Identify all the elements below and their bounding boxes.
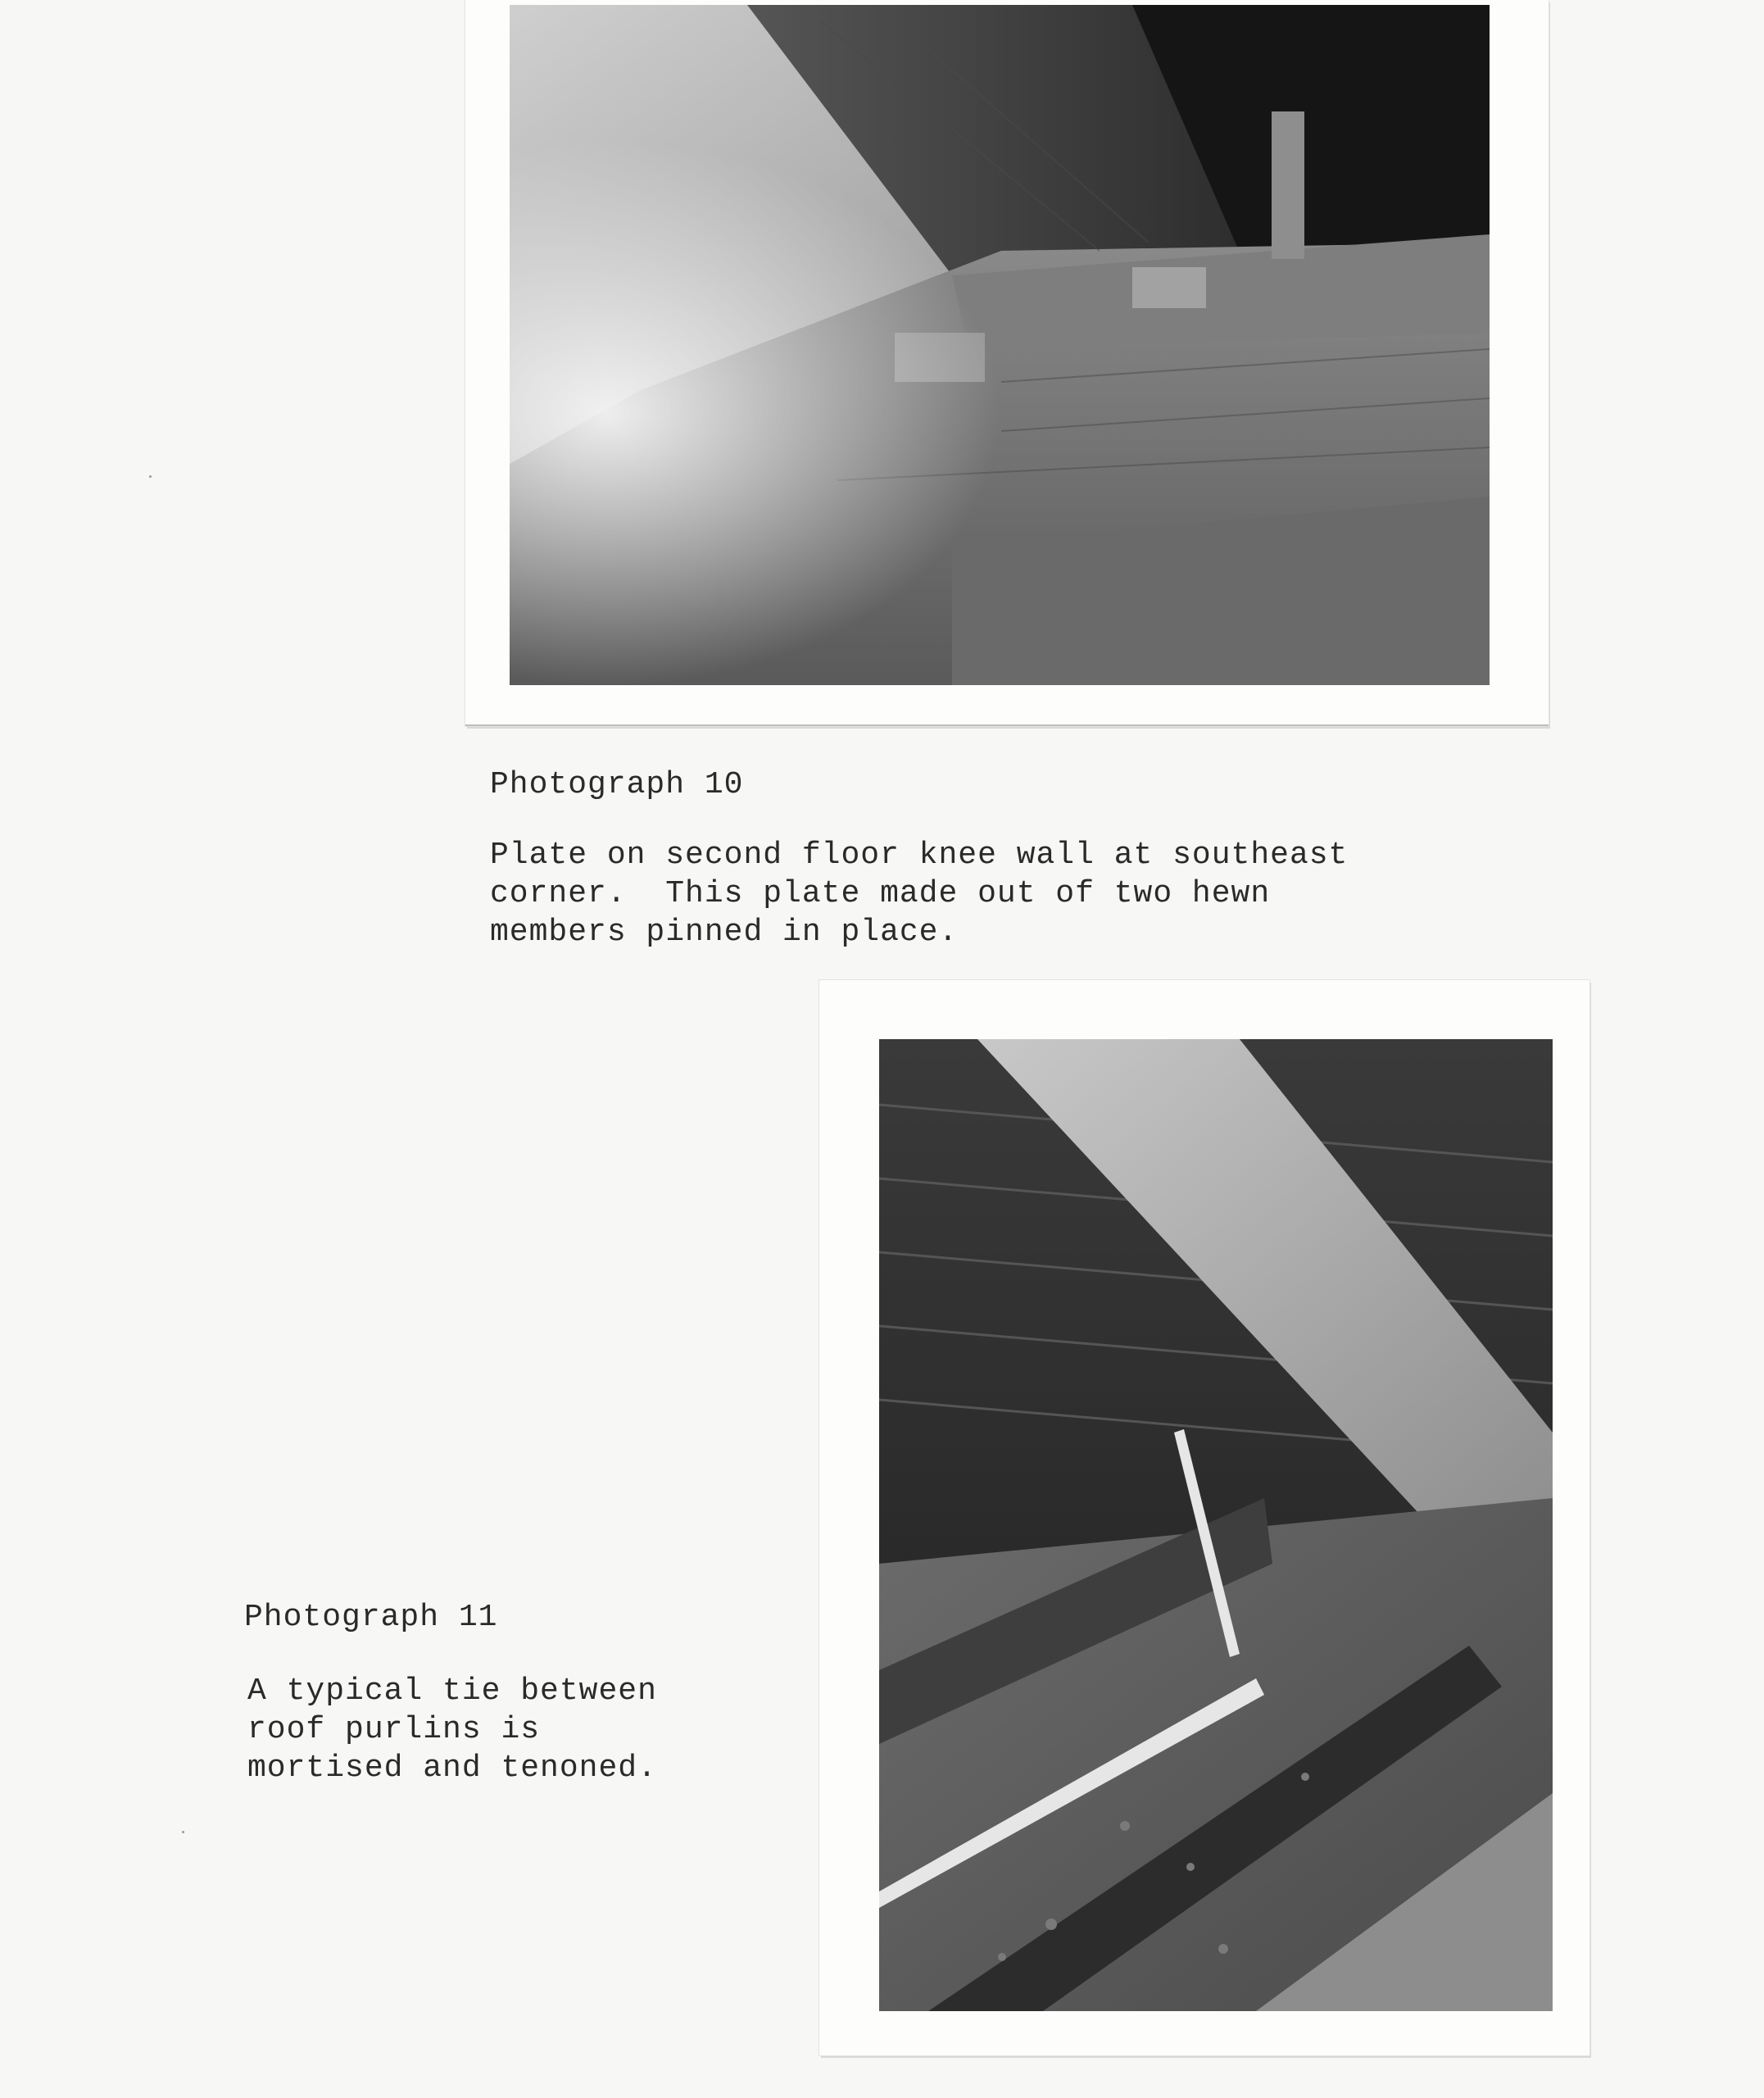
- photo-11-caption-line: A typical tie between: [247, 1673, 657, 1709]
- photo-10-title: Photograph 10: [490, 767, 744, 802]
- photo-10-caption-line: members pinned in place.: [490, 915, 959, 950]
- photo-11-drawing: [879, 1039, 1553, 2011]
- paper-speck: [149, 475, 152, 478]
- photo-11-image: [879, 1039, 1553, 2011]
- photo-10-caption: [490, 836, 1348, 951]
- photo-11-title: Photograph 11: [244, 1600, 498, 1635]
- photo-11-caption-line: mortised and tenoned.: [247, 1751, 657, 1786]
- photo-11-caption: [247, 1672, 657, 1787]
- paper-speck: [182, 1831, 184, 1833]
- photo-10-image: [510, 5, 1490, 685]
- photo-11-caption-line: roof purlins is: [247, 1712, 541, 1747]
- photo-10-caption-line: corner. This plate made out of two hewn: [490, 876, 1271, 911]
- photo-10-caption-line: Plate on second floor knee wall at southeast: [490, 838, 1349, 873]
- photo-10-drawing: [510, 5, 1490, 685]
